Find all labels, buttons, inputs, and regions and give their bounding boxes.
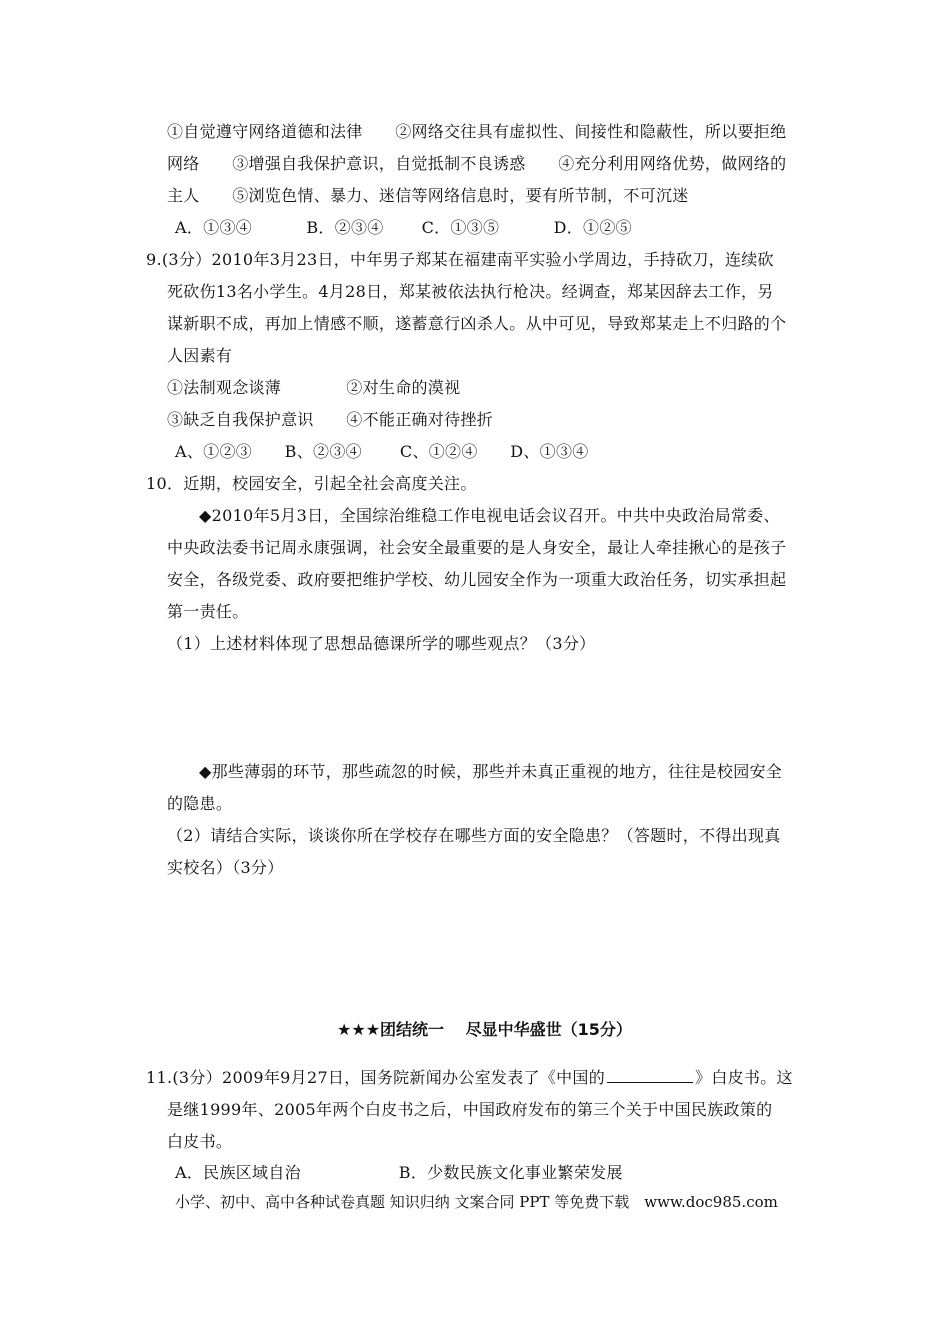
q9-stem-line-3: 谋新职不成，再加上情感不顺，遂蓄意行凶杀人。从中可见，导致郑某走上不归路的个 (167, 314, 787, 333)
q9-stem-line-2: 死砍伤13名小学生。4月28日，郑某被依法执行枪决。经调查，郑某因辞去工作，另 (167, 282, 774, 301)
section-title: ★★★团结统一 尽显中华盛世（15分） (337, 1020, 632, 1039)
q10-material-2-line-2: 的隐患。 (167, 794, 233, 813)
q10-material-1-line-1: ◆2010年5月3日，全国综治维稳工作电视电话会议召开。中共中央政治局常委、 (199, 506, 780, 525)
q10-material-1-line-3: 安全，各级党委、政府要把维护学校、幼儿园安全作为一项重大政治任务，切实承担起 (167, 570, 787, 589)
q9-options: A、①②③ B、②③④ C、①②④ D、①③④ (175, 442, 589, 461)
q11-answer-blank (607, 1068, 693, 1083)
q11-stem-line-1 (146, 1068, 793, 1088)
q10-material-2-line-1: ◆那些薄弱的环节，那些疏忽的时候，那些并未真正重视的地方，往往是校园安全 (199, 762, 783, 781)
q11-stem-part-b: 》白皮书。这 (695, 1068, 793, 1087)
q9-stem-line-4: 人因素有 (167, 346, 233, 365)
q10-subquestion-1: （1）上述材料体现了思想品德课所学的哪些观点？（3分） (167, 634, 596, 653)
q10-subquestion-2-line-1: （2）请结合实际，谈谈你所在学校存在哪些方面的安全隐患？（答题时，不得出现真 (167, 826, 781, 845)
q9-stem-line-1: 9.(3分）2010年3月23日，中年男子郑某在福建南平实验小学周边，手持砍刀，连续砍 (146, 250, 774, 269)
q8-choice-line-3: 主人 ⑤浏览色情、暴力、迷信等网络信息时，要有所节制，不可沉迷 (167, 186, 689, 205)
q10-subquestion-2-line-2: 实校名）（3分） (167, 858, 284, 877)
q9-choice-line-2: ③缺乏自我保护意识 ④不能正确对待挫折 (167, 410, 494, 429)
q8-choice-line-2: 网络 ③增强自我保护意识，自觉抵制不良诱惑 ④充分利用网络优势，做网络的 (167, 154, 787, 173)
q9-choice-line-1: ①法制观念谈薄 ②对生命的漠视 (167, 378, 461, 397)
q10-material-1-line-4: 第一责任。 (167, 602, 249, 621)
q11-options: A．民族区域自治 B．少数民族文化事业繁荣发展 (175, 1163, 623, 1182)
q10-stem: 10．近期，校园安全，引起全社会高度关注。 (146, 474, 477, 493)
q8-choice-line-1: ①自觉遵守网络道德和法律 ②网络交往具有虚拟性、间接性和隐蔽性，所以要拒绝 (167, 122, 787, 141)
q8-options: A．①③④ B．②③④ C．①③⑤ D．①②⑤ (175, 218, 632, 237)
q11-stem-part-a: 11.(3分）2009年9月27日，国务院新闻办公室发表了《中国的 (146, 1068, 606, 1087)
page-footer: 小学、初中、高中各种试卷真题 知识归纳 文案合同 PPT 等免费下载 www.doc985.com (175, 1193, 778, 1211)
q11-stem-line-3: 白皮书。 (167, 1132, 233, 1151)
q11-stem-line-2: 是继1999年、2005年两个白皮书之后，中国政府发布的第三个关于中国民族政策的 (167, 1100, 773, 1119)
q10-material-1-line-2: 中央政法委书记周永康强调，社会安全最重要的是人身安全，最让人牵挂揪心的是孩子 (167, 538, 787, 557)
